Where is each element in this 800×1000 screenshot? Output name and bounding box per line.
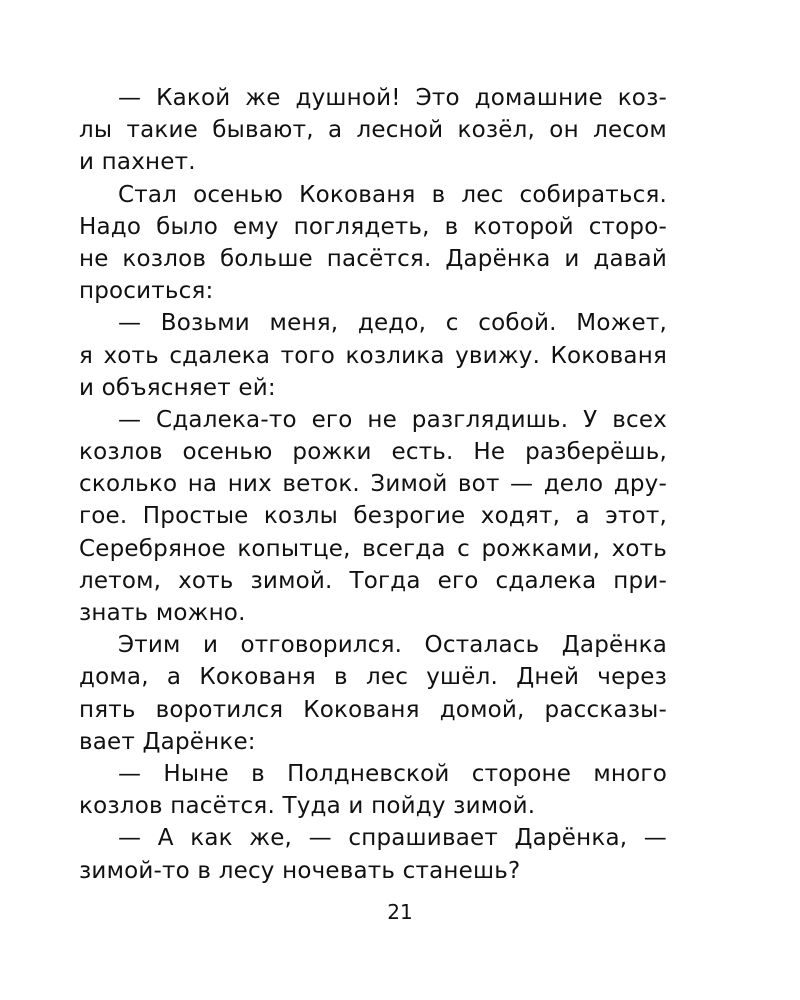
text-line: я хоть сдалека того козлика увижу. Кокованя <box>79 342 667 369</box>
page-number: 21 <box>387 900 413 924</box>
text-line: козлов осенью рожки есть. Не разберёшь, <box>79 439 667 466</box>
text-line: — Какой же душной! Это домашние коз- <box>118 85 667 111</box>
page-body <box>79 82 667 887</box>
text-line: зимой-то в лесу ночевать станешь? <box>79 857 521 884</box>
text-line: и объясняет ей: <box>79 374 276 401</box>
text-line: дома, а Кокованя в лес ушёл. Дней через <box>79 664 667 691</box>
text-line: вает Дарёнке: <box>79 728 256 755</box>
text-line: — Ныне в Полдневской стороне много <box>118 760 667 787</box>
text-line: Этим и отговорился. Осталась Дарёнка <box>118 632 667 659</box>
text-line: гое. Простые козлы безрогие ходят, а этот, <box>79 503 667 530</box>
text-line: сколько на них веток. Зимой вот — дело дру- <box>79 471 667 498</box>
text-line: проситься: <box>79 278 214 305</box>
text-line: Серебряное копытце, всегда с рожками, хоть <box>79 535 667 562</box>
text-line: не козлов больше пасётся. Дарёнка и давай <box>79 245 667 272</box>
text-line: Стал осенью Кокованя в лес собираться. <box>118 181 667 208</box>
text-line: знать можно. <box>79 600 246 626</box>
text-line: — А как же, — спрашивает Дарёнка, — <box>118 825 667 852</box>
text-line: — Сдалека-то его не разглядишь. У всех <box>118 406 667 433</box>
text-line: пять воротился Кокованя домой, рассказы- <box>79 696 667 723</box>
text-line: — Возьми меня, дедо, с собой. Может, <box>118 310 667 337</box>
text-line: козлов пасётся. Туда и пойду зимой. <box>79 793 536 820</box>
text-line: и пахнет. <box>79 149 196 176</box>
text-line: Надо было ему поглядеть, в которой сторо- <box>79 213 667 240</box>
text-line: лы такие бывают, а лесной козёл, он лесом <box>79 117 667 144</box>
text-line: летом, хоть зимой. Тогда его сдалека при- <box>79 567 667 594</box>
